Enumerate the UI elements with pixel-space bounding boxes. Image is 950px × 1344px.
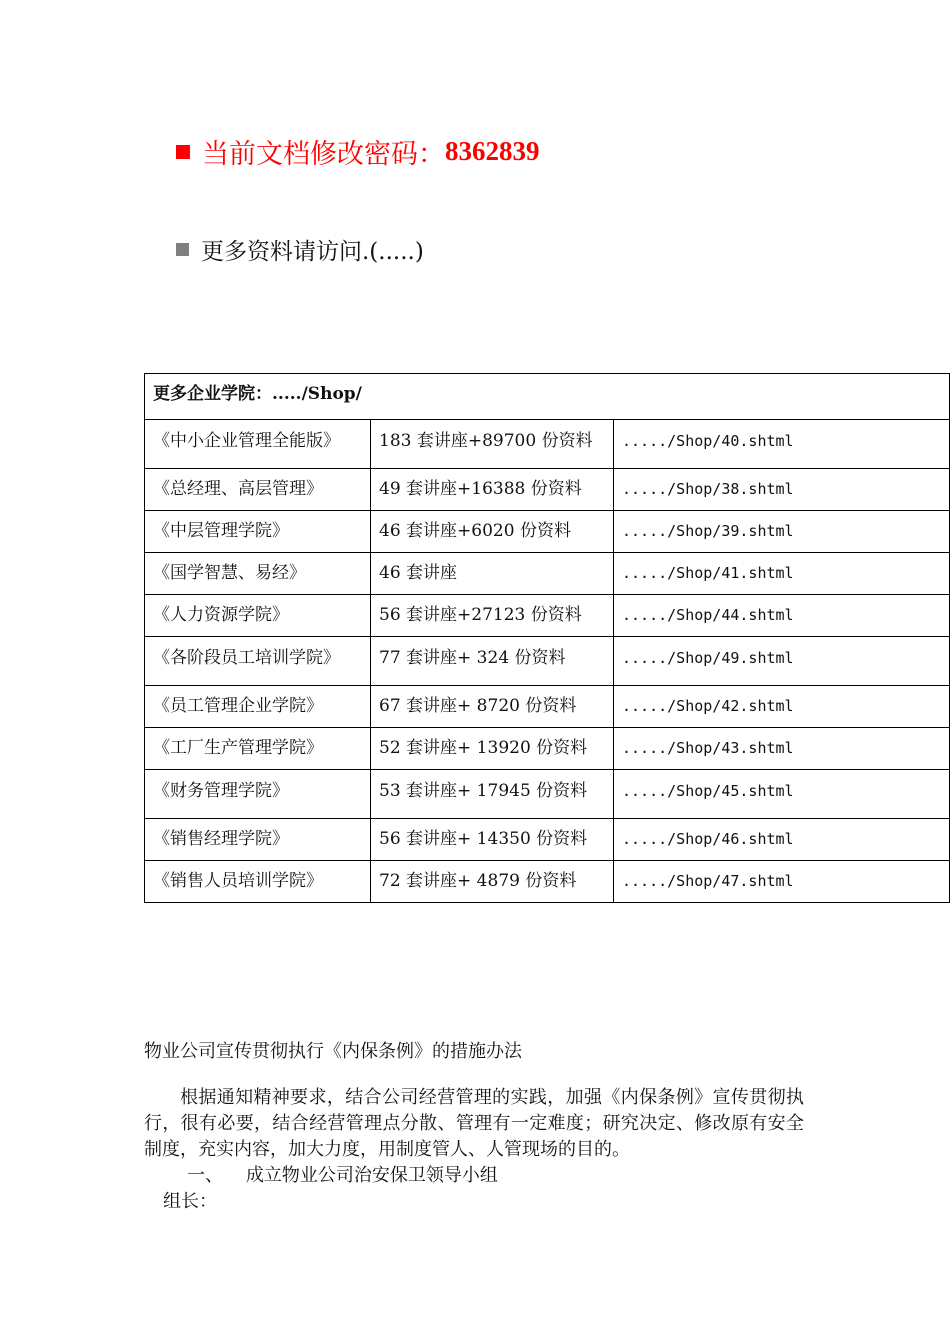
course-name-cell: 《财务管理学院》 — [145, 770, 371, 819]
more-info-line — [176, 233, 424, 266]
table-row — [145, 511, 950, 553]
course-url-link[interactable]: ...../Shop/39.shtml — [622, 522, 794, 540]
table-row — [145, 420, 950, 469]
course-url-link[interactable]: ...../Shop/46.shtml — [622, 830, 794, 848]
course-url-cell[interactable] — [614, 686, 950, 728]
course-url-cell[interactable] — [614, 420, 950, 469]
more-info-text[interactable]: 更多资料请访问.(.....) — [201, 239, 424, 265]
table-row — [145, 469, 950, 511]
course-desc-cell: 56 套讲座+27123 份资料 — [371, 595, 614, 637]
course-url-link[interactable]: ...../Shop/49.shtml — [622, 649, 794, 667]
document-title: 物业公司宣传贯彻执行《内保条例》的措施办法 — [144, 1041, 522, 1062]
course-desc-cell: 49 套讲座+16388 份资料 — [371, 469, 614, 511]
course-url-cell[interactable] — [614, 637, 950, 686]
course-desc-cell: 72 套讲座+ 4879 份资料 — [371, 861, 614, 903]
shop-table-header[interactable]: 更多企业学院：...../Shop/ — [145, 374, 950, 420]
course-name-cell: 《销售人员培训学院》 — [145, 861, 371, 903]
table-row — [145, 553, 950, 595]
course-url-link[interactable]: ...../Shop/42.shtml — [622, 697, 794, 715]
course-name-cell: 《总经理、高层管理》 — [145, 469, 371, 511]
course-url-cell[interactable] — [614, 819, 950, 861]
course-desc-cell: 52 套讲座+ 13920 份资料 — [371, 728, 614, 770]
table-row — [145, 728, 950, 770]
course-desc-cell: 53 套讲座+ 17945 份资料 — [371, 770, 614, 819]
course-name-cell: 《各阶段员工培训学院》 — [145, 637, 371, 686]
table-row — [145, 819, 950, 861]
course-desc-cell: 46 套讲座 — [371, 553, 614, 595]
course-desc-cell: 183 套讲座+89700 份资料 — [371, 420, 614, 469]
course-url-cell[interactable] — [614, 511, 950, 553]
course-desc-cell: 67 套讲座+ 8720 份资料 — [371, 686, 614, 728]
course-url-cell[interactable] — [614, 728, 950, 770]
course-url-link[interactable]: ...../Shop/38.shtml — [622, 480, 794, 498]
course-name-cell: 《国学智慧、易经》 — [145, 553, 371, 595]
course-name-cell: 《销售经理学院》 — [145, 819, 371, 861]
course-url-cell[interactable] — [614, 595, 950, 637]
course-url-cell[interactable] — [614, 469, 950, 511]
password-label: 当前文档修改密码： — [202, 139, 445, 170]
section-1-number: 一、 — [187, 1165, 223, 1186]
red-square-bullet-icon — [176, 145, 190, 159]
table-row — [145, 686, 950, 728]
course-url-link[interactable]: ...../Shop/40.shtml — [622, 432, 794, 450]
password-line — [176, 132, 540, 171]
document-paragraph: 根据通知精神要求，结合公司经营管理的实践，加强《内保条例》宣传贯彻执行，很有必要，结合经营管理点分散、管理有一定难度；研究决定、修改原有安全制度，充实内容，加大力度，用制度管人、人管现场的目的。 — [144, 1087, 804, 1160]
section-1-heading — [187, 1161, 498, 1187]
password-value: 8362839 — [445, 136, 540, 166]
course-name-cell: 《员工管理企业学院》 — [145, 686, 371, 728]
table-row — [145, 637, 950, 686]
section-1-title: 成立物业公司治安保卫领导小组 — [245, 1165, 498, 1186]
gray-square-bullet-icon — [176, 243, 189, 256]
course-desc-cell: 46 套讲座+6020 份资料 — [371, 511, 614, 553]
course-url-link[interactable]: ...../Shop/47.shtml — [622, 872, 794, 890]
course-desc-cell: 77 套讲座+ 324 份资料 — [371, 637, 614, 686]
course-url-link[interactable]: ...../Shop/45.shtml — [622, 782, 794, 800]
course-url-link[interactable]: ...../Shop/41.shtml — [622, 564, 794, 582]
shop-table — [144, 373, 950, 903]
table-row — [145, 595, 950, 637]
course-url-cell[interactable] — [614, 861, 950, 903]
course-url-cell[interactable] — [614, 770, 950, 819]
course-name-cell: 《中小企业管理全能版》 — [145, 420, 371, 469]
table-row — [145, 861, 950, 903]
course-name-cell: 《中层管理学院》 — [145, 511, 371, 553]
course-url-link[interactable]: ...../Shop/44.shtml — [622, 606, 794, 624]
course-name-cell: 《人力资源学院》 — [145, 595, 371, 637]
leader-label: 组长： — [163, 1191, 217, 1212]
course-desc-cell: 56 套讲座+ 14350 份资料 — [371, 819, 614, 861]
table-row — [145, 770, 950, 819]
course-url-link[interactable]: ...../Shop/43.shtml — [622, 739, 794, 757]
course-url-cell[interactable] — [614, 553, 950, 595]
course-name-cell: 《工厂生产管理学院》 — [145, 728, 371, 770]
